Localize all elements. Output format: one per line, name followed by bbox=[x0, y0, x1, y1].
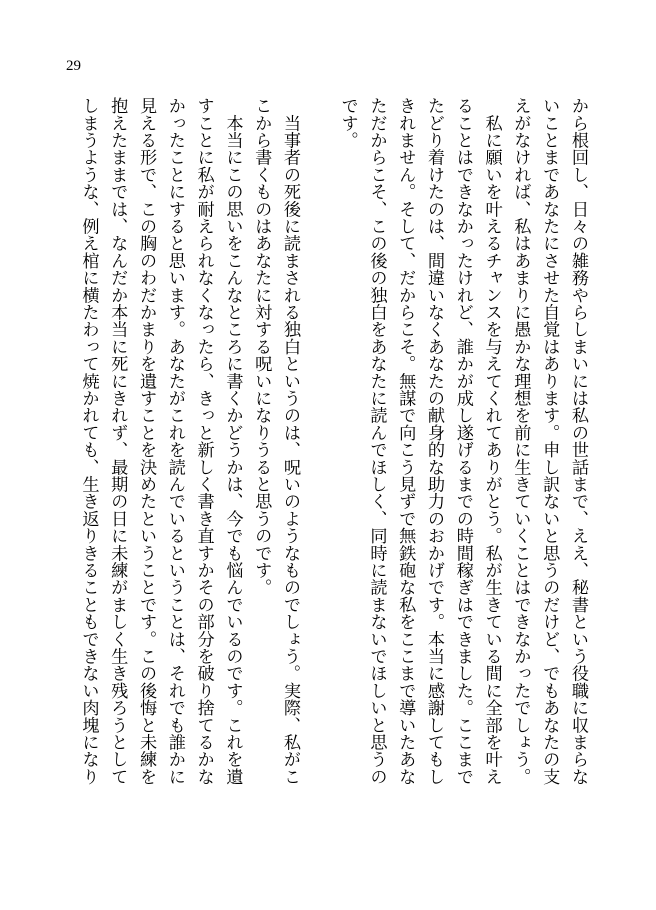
text-column: かったことにすると思います。あなたがこれを読んでいるということは、それでも誰かに bbox=[164, 97, 185, 785]
text-column: 本当にこの思いをこんなところに書くかどうかは、今でも悩んでいるのです。これを遺 bbox=[222, 97, 243, 785]
text-column: いことまであなたにさせた自覚はあります。申し訳ないと思うのだけど、でもあなたの支 bbox=[539, 97, 560, 785]
text-column: 抱えたままでは、なんだか本当に死にきれず、最期の日に未練がましく生き残ろうとして bbox=[107, 97, 128, 785]
text-column: 当事者の死後に読まされる独白というのは、呪いのようなものでしょう。実際、私がこ bbox=[280, 97, 301, 785]
text-column: ただからこそ、この後の独白をあなたに読んでほしく、同時に読まないでほしいと思うの bbox=[366, 97, 387, 785]
text-column: すことに私が耐えられなくなったら、きっと新しく書き直すかその部分を破り捨てるかな bbox=[193, 97, 214, 785]
text-column: ることはできなかったけれど、誰かが成し遂げるまでの時間稼ぎはできました。ここまで bbox=[452, 97, 473, 785]
page-number: 29 bbox=[66, 58, 81, 74]
text-column: えがなければ、私はあまりに愚かな理想を前に生きていくことはできなかったでしょう。 bbox=[510, 97, 531, 785]
text-column: しまうような、例え棺に横たわって焼かれても、生き返りきることもできない肉塊になり bbox=[78, 97, 99, 785]
text-column: です。 bbox=[337, 97, 358, 149]
text-column: 見える形で、この胸のわだかまりを遺すことを決めたということです。この後悔と未練を bbox=[136, 97, 157, 785]
text-column: 私に願いを叶えるチャンスを与えてくれてありがとう。私が生きている間に全部を叶え bbox=[481, 97, 502, 785]
vertical-text-body bbox=[74, 97, 592, 802]
text-column: から根回し、日々の雑務やらしまいには私の世話まで、ええ、秘書という役職に収まらな bbox=[568, 97, 588, 785]
text-column: きれません。そして、だからこそ。無謀で向こう見ずで無鉄砲な私をここまで導いたあな bbox=[395, 97, 416, 785]
text-column: たどり着けたのは、間違いなくあなたの献身的な助力のおかげです。本当に感謝してもし bbox=[424, 97, 445, 785]
text-column: こから書くものはあなたに対する呪いになりうると思うのです。 bbox=[251, 97, 272, 596]
blank-column bbox=[304, 97, 333, 802]
